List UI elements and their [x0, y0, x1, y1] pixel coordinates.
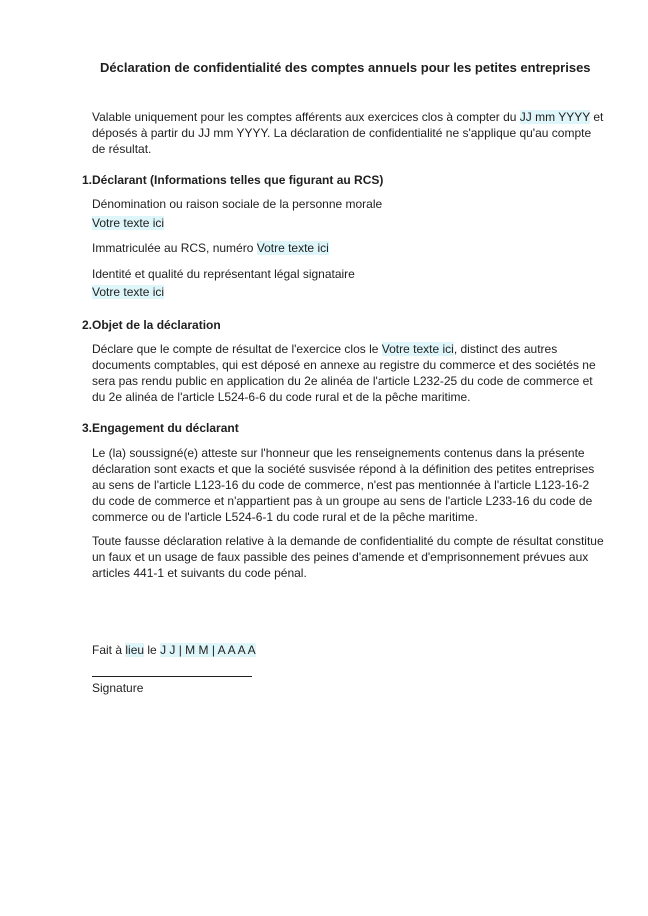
denomination-field-row: [92, 215, 604, 231]
document-title: Déclaration de confidentialité des comptes annuels pour les petites entreprises: [100, 60, 591, 75]
lieu-field[interactable]: lieu: [125, 643, 145, 657]
denomination-field[interactable]: Votre texte ici: [92, 216, 165, 230]
identity-field-row: [92, 284, 604, 300]
section2-paragraph: [92, 341, 604, 405]
intro-paragraph: [92, 109, 604, 157]
le-label: le: [144, 643, 161, 657]
section2-heading: 2.Objet de la déclaration: [82, 318, 221, 332]
section2-text-after: , distinct des autres documents comptables, qui est déposé en annexe au registre du commerce et des sociétés ne sera pas rendu public en application du 2e alinéa de l'article L232-25 du code de commerce et du 2e alinéa de l'article L524-6-6 du code rural et de la pêche maritime.: [92, 342, 596, 404]
intro-text-before: Valable uniquement pour les comptes afférents aux exercices clos à compter du: [92, 110, 520, 124]
fait-a-label: Fait à: [92, 643, 126, 657]
intro-text-after: et déposés à partir du JJ mm YYYY. La déclaration de confidentialité ne s'applique qu'au compte de résultat.: [92, 110, 604, 156]
signature-date-field[interactable]: J J | M M | A A A A: [160, 643, 256, 657]
identity-label: Identité et qualité du représentant légal signataire: [92, 267, 355, 281]
rcs-number-field[interactable]: Votre texte ici: [256, 241, 329, 255]
intro-date-field[interactable]: JJ mm YYYY: [519, 110, 591, 124]
signature-label: Signature: [92, 681, 144, 695]
section3-heading: 3.Engagement du déclarant: [82, 421, 239, 435]
section3-paragraph-2: Toute fausse déclaration relative à la demande de confidentialité du compte de résultat constitue un faux et un usage de faux passible des peines d'amende et d'emprisonnement prévues aux articles 441-1 et suivants du code pénal.: [92, 534, 604, 580]
rcs-row: [92, 240, 604, 256]
denomination-label: Dénomination ou raison sociale de la personne morale: [92, 197, 383, 211]
section2-text-before: Déclare que le compte de résultat de l'exercice clos le: [92, 342, 382, 356]
section3-paragraph-1: Le (la) soussigné(e) atteste sur l'honneur que les renseignements contenus dans la présente déclaration sont exacts et que la société susvisée répond à la définition des petites entreprises au sens de l'article L123-16 du code de commerce, n'est pas mentionnée à l'article L123-16-2 du code de commerce et n'appartient pas à un groupe au sens de l'article L233-16 du code de commerce ou de l'article L524-6-1 du code rural et de la pêche maritime.: [92, 446, 595, 524]
rcs-label: Immatriculée au RCS, numéro: [92, 241, 257, 255]
section1-heading: 1.Déclarant (Informations telles que figurant au RCS): [82, 173, 384, 187]
fait-a-row: [92, 642, 604, 658]
identity-field[interactable]: Votre texte ici: [92, 285, 165, 299]
signature-line: [92, 676, 252, 677]
exercise-date-field[interactable]: Votre texte ici: [381, 342, 454, 356]
